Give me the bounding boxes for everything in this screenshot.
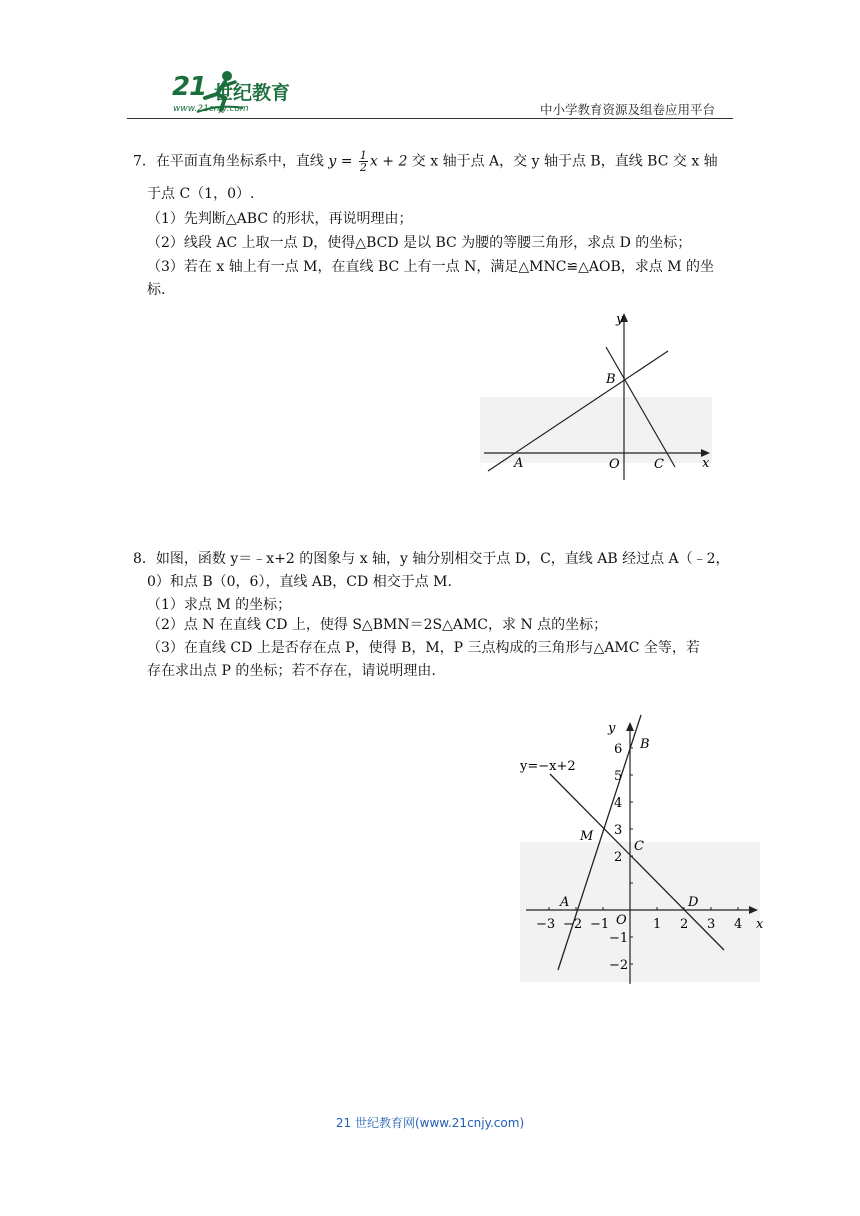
q7-frac-den: 2 (359, 161, 367, 174)
footer-link[interactable]: 21 世纪教育网(www.21cnjy.com) (335, 1116, 525, 1130)
q7-figure (480, 305, 730, 485)
q7-part1: （1）先判断△ABC 的形状，再说明理由； (147, 211, 413, 227)
q8-part2: （2）点 N 在直线 CD 上，使得 S△BMN＝2S△AMC，求 N 点的坐标； (147, 617, 608, 633)
logo-text: 世纪教育 (214, 82, 291, 104)
fig2-ytick: 5 (614, 769, 623, 784)
q8-part1: （1）求点 M 的坐标； (147, 597, 292, 613)
q8-line1: 8．如图，函数 y＝﹣x+2 的图象与 x 轴，y 轴分别相交于点 D，C，直线 AB 经过点 A（﹣2， (133, 551, 730, 567)
q7-eq-rest: x + 2 (369, 153, 408, 170)
fig2-xtick: 3 (707, 917, 716, 932)
q8-part3b: 存在求出点 P 的坐标；若不存在，请说明理由. (147, 663, 436, 679)
fig2-equation-label: y=−x+2 (520, 759, 576, 774)
fig1-label-x: x (702, 456, 710, 471)
q7-part3b: 标. (147, 282, 166, 298)
fig2-ytick: −2 (609, 958, 629, 973)
logo-url: www.21cnjy.com (173, 104, 249, 114)
q7-line1 (133, 150, 718, 173)
fig2-label-o: O (616, 913, 627, 928)
fig2-ytick: 6 (614, 742, 623, 757)
q7-part2: （2）线段 AC 上取一点 D，使得△BCD 是以 BC 为腰的等腰三角形，求点 D 的坐标； (147, 235, 692, 251)
fig2-label-x: x (756, 917, 764, 932)
header-platform-text: 中小学教育资源及组卷应用平台 (540, 102, 716, 117)
q7-fraction (359, 150, 368, 173)
fig2-ytick: 3 (614, 823, 623, 838)
fig2-y-arrow-icon (626, 722, 634, 731)
fig2-label-b: B (640, 737, 650, 752)
header-divider (127, 118, 733, 119)
fig2-xtick: 2 (680, 917, 689, 932)
fig2-label-a: A (560, 895, 570, 910)
fig2-label-c: C (634, 839, 644, 854)
q7-eq-equals: = (336, 153, 357, 170)
fig2-xtick: 1 (653, 917, 662, 932)
fig1-label-o: O (609, 457, 620, 472)
fig1-label-y: y (616, 312, 624, 327)
fig2-ytick: 2 (614, 850, 623, 865)
fig2-label-d: D (688, 895, 699, 910)
logo-number: 21 (172, 72, 207, 102)
fig2-label-m: M (580, 829, 594, 844)
fig2-ytick: −1 (609, 931, 629, 946)
q7-line1-end: 交 x 轴于点 A，交 y 轴于点 B，直线 BC 交 x 轴 (407, 153, 718, 170)
q8-figure (510, 712, 770, 992)
fig1-label-a: A (514, 456, 524, 471)
fig2-xtick: 4 (734, 917, 743, 932)
q7-eq-y: y (328, 153, 337, 170)
q7-frac-num: 1 (359, 149, 367, 162)
fig2-label-y: y (608, 721, 616, 736)
q8-line2: 0）和点 B（0，6），直线 AB，CD 相交于点 M. (147, 574, 452, 590)
fig2-xtick: −2 (563, 917, 583, 932)
q7-line1-start: 7．在平面直角坐标系中，直线 (133, 153, 329, 170)
fig2-xtick: −3 (536, 917, 556, 932)
fig2-xtick: −1 (590, 917, 610, 932)
fig2-ytick: 4 (614, 796, 623, 811)
fig2-shade (520, 842, 760, 982)
q7-line2: 于点 C（1，0）. (147, 186, 255, 202)
fig1-label-c: C (654, 457, 664, 472)
fig1-label-b: B (606, 372, 616, 387)
q8-part3a: （3）在直线 CD 上是否存在点 P，使得 B，M，P 三点构成的三角形与△AMC 全等，若 (147, 640, 700, 656)
q7-part3a: （3）若在 x 轴上有一点 M，在直线 BC 上有一点 N，满足△MNC≌△AOB，求点 M 的坐 (147, 259, 715, 275)
